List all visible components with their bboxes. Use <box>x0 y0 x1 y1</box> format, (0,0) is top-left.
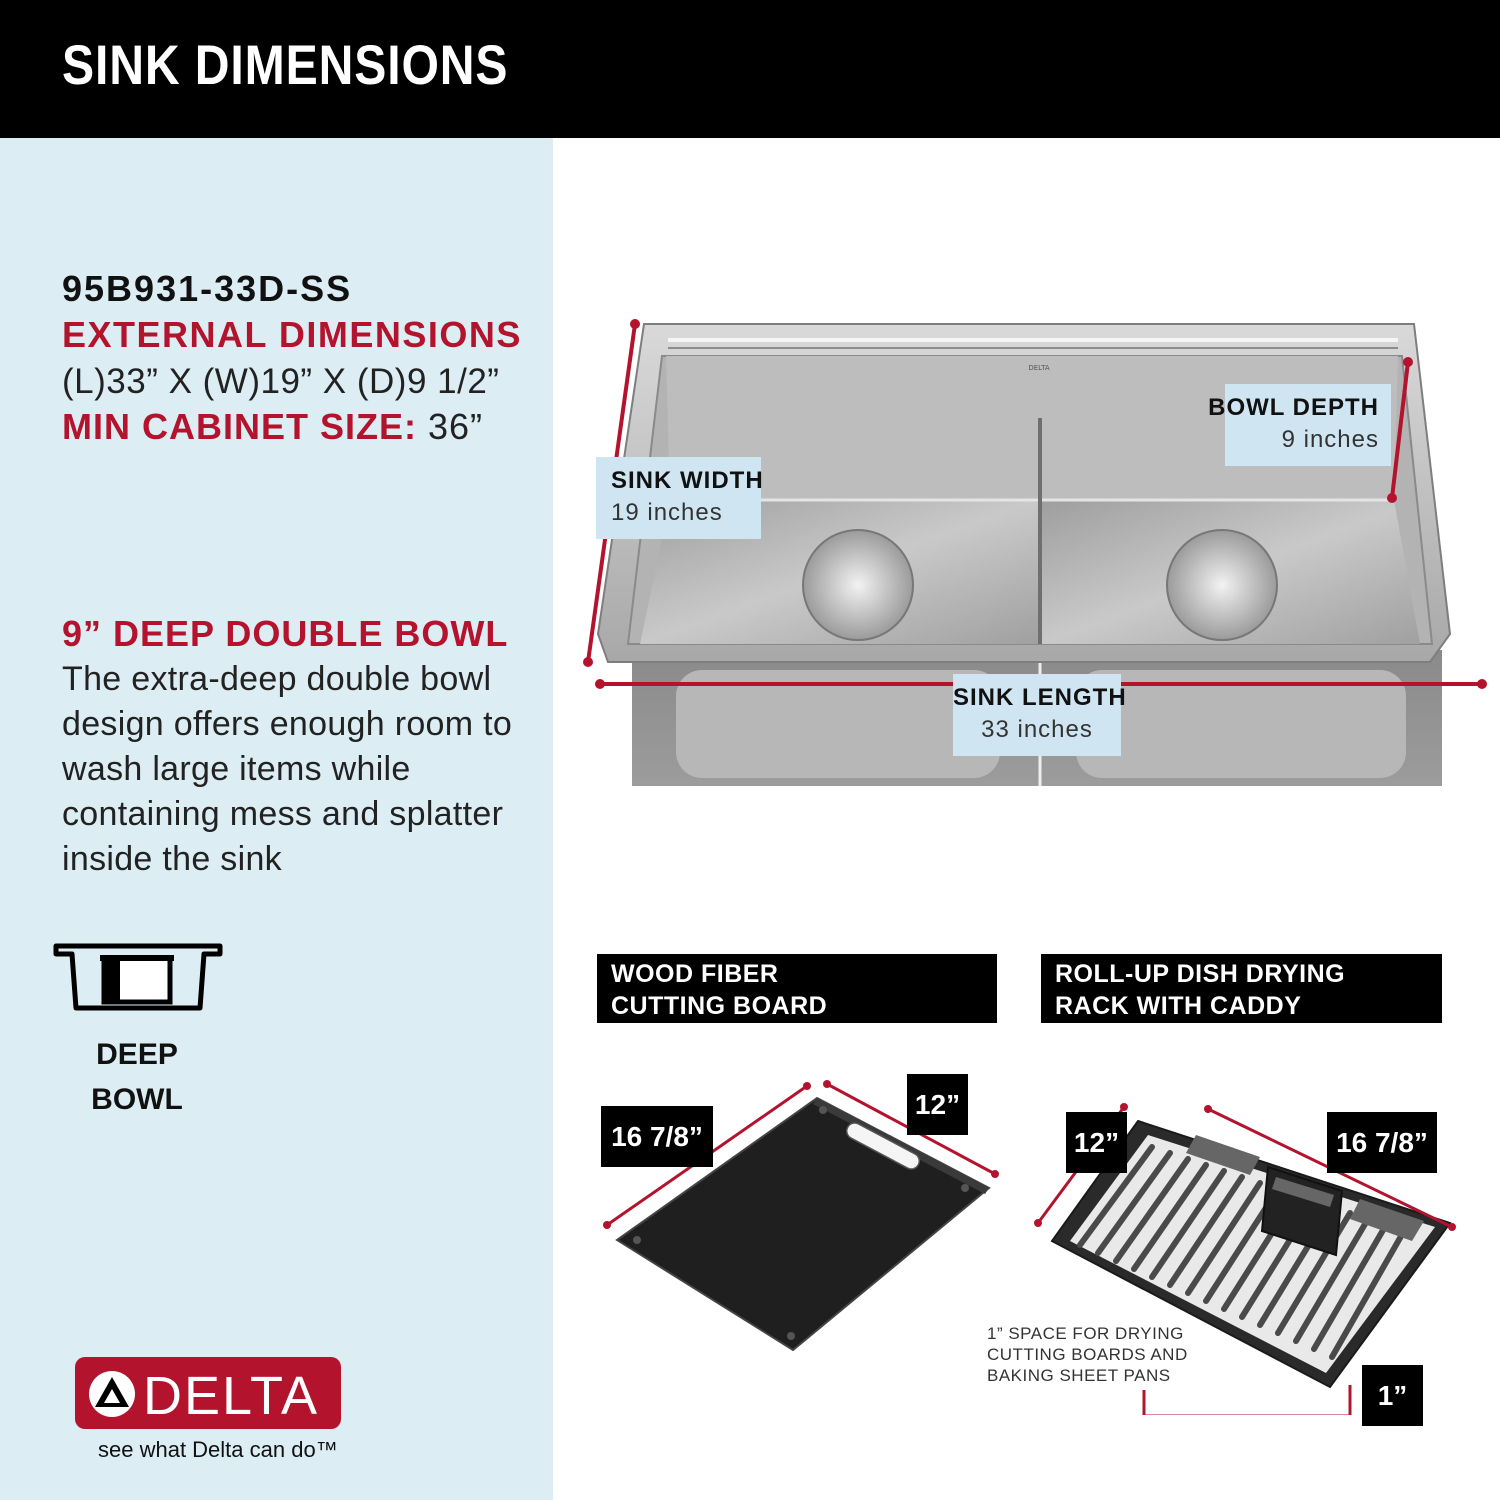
sink-stamp-text: DELTA <box>1028 364 1050 372</box>
board-length-dimension: 16 7/8” <box>601 1106 713 1167</box>
delta-logo-text: DELTA <box>143 1366 320 1426</box>
cabinet-size <box>62 406 483 448</box>
rack-space-note <box>987 1323 1188 1386</box>
sink-width-callout <box>596 457 764 539</box>
cutting-board-title-line2: CUTTING BOARD <box>611 992 828 1020</box>
rack-length-dimension: 16 7/8” <box>1327 1112 1437 1173</box>
sink-length-value: 33 inches <box>981 716 1093 743</box>
feature-title: 9” DEEP DOUBLE BOWL <box>62 613 509 654</box>
rack-space-dimension: 1” <box>1362 1365 1423 1426</box>
rack-note-line2: CUTTING BOARDS AND <box>987 1345 1188 1364</box>
sink-length-callout <box>953 674 1127 756</box>
board-width-dimension: 12” <box>907 1074 968 1135</box>
feature-description: The extra-deep double bowl design offers enough room to wash large items while containing mess and splatter inside the sink <box>62 660 513 878</box>
external-dimensions-label: EXTERNAL DIMENSIONS <box>62 314 522 355</box>
cabinet-size-value: 36” <box>417 406 484 447</box>
deep-bowl-label-line2: BOWL <box>91 1083 183 1116</box>
deep-bowl-label <box>82 1032 192 1122</box>
page-title: SINK DIMENSIONS <box>62 33 509 96</box>
deep-bowl-icon <box>52 940 224 1014</box>
model-number: 95B931-33D-SS <box>62 268 353 309</box>
delta-logo <box>75 1357 341 1429</box>
header-bar <box>0 0 1500 138</box>
bowl-depth-callout <box>1208 384 1391 466</box>
delta-triangle-icon <box>87 1369 137 1419</box>
sink-length-title: SINK LENGTH <box>953 684 1127 711</box>
drying-rack-title <box>1041 954 1442 1023</box>
bowl-depth-value: 9 inches <box>1281 426 1379 453</box>
cutting-board-title-line1: WOOD FIBER <box>611 960 779 988</box>
sink-width-title: SINK WIDTH <box>611 467 764 494</box>
brand-tagline: see what Delta can do™ <box>98 1437 338 1462</box>
deep-bowl-label-line1: DEEP <box>96 1038 178 1071</box>
drying-rack-title-line2: RACK WITH CADDY <box>1055 992 1302 1020</box>
cutting-board-title <box>597 954 997 1023</box>
cabinet-size-label: MIN CABINET SIZE: <box>62 406 417 447</box>
external-dimensions-value: (L)33” X (W)19” X (D)9 1/2” <box>62 362 500 401</box>
sink-width-value: 19 inches <box>611 499 723 526</box>
rack-note-line3: BAKING SHEET PANS <box>987 1366 1171 1385</box>
drying-rack-title-line1: ROLL-UP DISH DRYING <box>1055 960 1346 988</box>
rack-note-line1: 1” SPACE FOR DRYING <box>987 1324 1184 1343</box>
bowl-depth-title: BOWL DEPTH <box>1208 394 1379 421</box>
rack-width-dimension: 12” <box>1066 1112 1127 1173</box>
